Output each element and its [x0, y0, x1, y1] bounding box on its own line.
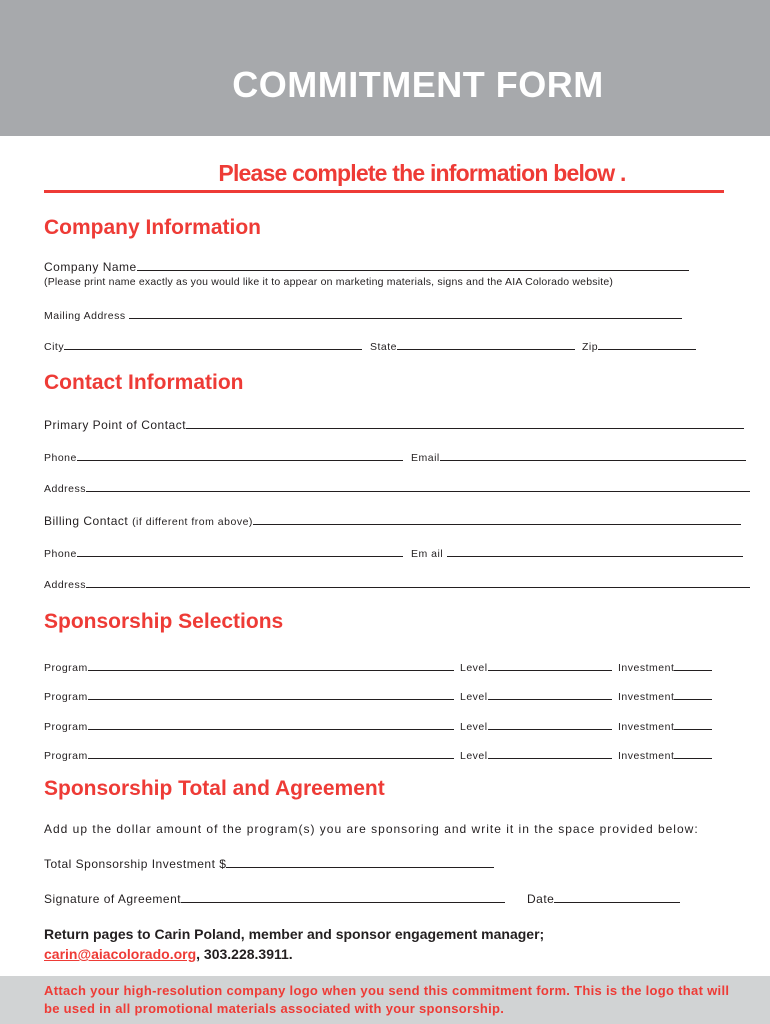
program-label: Program	[44, 721, 88, 733]
contact-phone: , 303.228.3911.	[196, 946, 293, 962]
company-name-label: Company Name	[44, 260, 137, 274]
company-name-note: (Please print name exactly as you would like it to appear on marketing materials, signs and the AIA Colorado website)	[44, 276, 614, 288]
level-field[interactable]	[488, 688, 612, 700]
level-label: Level	[460, 721, 488, 733]
state-field[interactable]	[397, 338, 575, 350]
level-label: Level	[460, 750, 488, 762]
billing-address-field[interactable]	[86, 576, 750, 588]
level-field[interactable]	[488, 747, 612, 759]
contact-email-link[interactable]: carin@aiacolorado.org	[44, 946, 197, 962]
billing-contact-label: Billing Contact	[44, 514, 129, 528]
address-label: Address	[44, 483, 87, 495]
form-subtitle: Please complete the information below .	[218, 160, 626, 186]
zip-label: Zip	[582, 341, 599, 353]
email-field[interactable]	[440, 449, 746, 461]
billing-phone-field[interactable]	[77, 545, 403, 557]
phone-field[interactable]	[77, 449, 403, 461]
program-field[interactable]	[88, 659, 454, 671]
address-field[interactable]	[86, 480, 750, 492]
level-label: Level	[460, 662, 488, 674]
total-investment-row	[44, 856, 494, 871]
email-label: Email	[411, 452, 440, 464]
primary-contact-label: Primary Point of Contact	[44, 418, 187, 432]
billing-phone-label: Phone	[44, 548, 77, 560]
address-row	[44, 480, 750, 496]
phone-label: Phone	[44, 452, 77, 464]
date-label: Date	[527, 892, 555, 906]
footer-banner	[0, 976, 770, 1024]
billing-email-field[interactable]	[447, 545, 743, 557]
level-field[interactable]	[488, 718, 612, 730]
primary-contact-row	[44, 417, 744, 432]
investment-label: Investment	[618, 691, 675, 703]
program-label: Program	[44, 662, 88, 674]
investment-field[interactable]	[674, 718, 712, 730]
company-information-heading: Company Information	[44, 216, 262, 239]
logo-instruction: Attach your high-resolution company logo when you send this commitment form. This is the logo that will be used in all promotional materials associated with your sponsorship.	[44, 983, 730, 1016]
total-investment-field[interactable]	[226, 856, 494, 868]
investment-label: Investment	[618, 662, 675, 674]
agreement-instruction: Add up the dollar amount of the program(s) you are sponsoring and write it in the space provided below:	[44, 822, 699, 836]
contact-information-heading: Contact Information	[44, 371, 244, 394]
subtitle-divider	[44, 190, 724, 193]
company-name-row	[44, 259, 689, 274]
return-instructions	[44, 924, 744, 964]
investment-label: Investment	[618, 721, 675, 733]
investment-field[interactable]	[674, 688, 712, 700]
level-label: Level	[460, 691, 488, 703]
header-banner	[0, 0, 770, 136]
program-field[interactable]	[88, 688, 454, 700]
city-label: City	[44, 341, 65, 353]
billing-address-row	[44, 576, 750, 592]
investment-label: Investment	[618, 750, 675, 762]
investment-field[interactable]	[674, 659, 712, 671]
city-field[interactable]	[64, 338, 362, 350]
investment-field[interactable]	[674, 747, 712, 759]
total-investment-label: Total Sponsorship Investment $	[44, 857, 227, 871]
zip-field[interactable]	[598, 338, 696, 350]
mailing-address-label: Mailing Address	[44, 310, 126, 322]
program-field[interactable]	[88, 747, 454, 759]
program-field[interactable]	[88, 718, 454, 730]
date-field[interactable]	[554, 891, 680, 903]
program-label: Program	[44, 750, 88, 762]
billing-contact-note: (if different from above)	[132, 516, 253, 528]
form-title: COMMITMENT FORM	[232, 64, 604, 105]
primary-contact-field[interactable]	[186, 417, 744, 429]
billing-contact-row	[44, 513, 741, 529]
program-label: Program	[44, 691, 88, 703]
mailing-address-row	[44, 307, 682, 323]
signature-field[interactable]	[181, 891, 505, 903]
sponsorship-total-heading: Sponsorship Total and Agreement	[44, 777, 385, 800]
mailing-address-field[interactable]	[129, 307, 682, 319]
return-line: Return pages to Carin Poland, member and sponsor engagement manager;	[44, 926, 545, 942]
billing-contact-field[interactable]	[253, 513, 741, 525]
billing-email-label: Em ail	[411, 548, 444, 560]
signature-label: Signature of Agreement	[44, 892, 182, 906]
company-name-field[interactable]	[137, 259, 689, 271]
billing-address-label: Address	[44, 579, 87, 591]
state-label: State	[370, 341, 398, 353]
level-field[interactable]	[488, 659, 612, 671]
sponsorship-selections-heading: Sponsorship Selections	[44, 610, 284, 633]
